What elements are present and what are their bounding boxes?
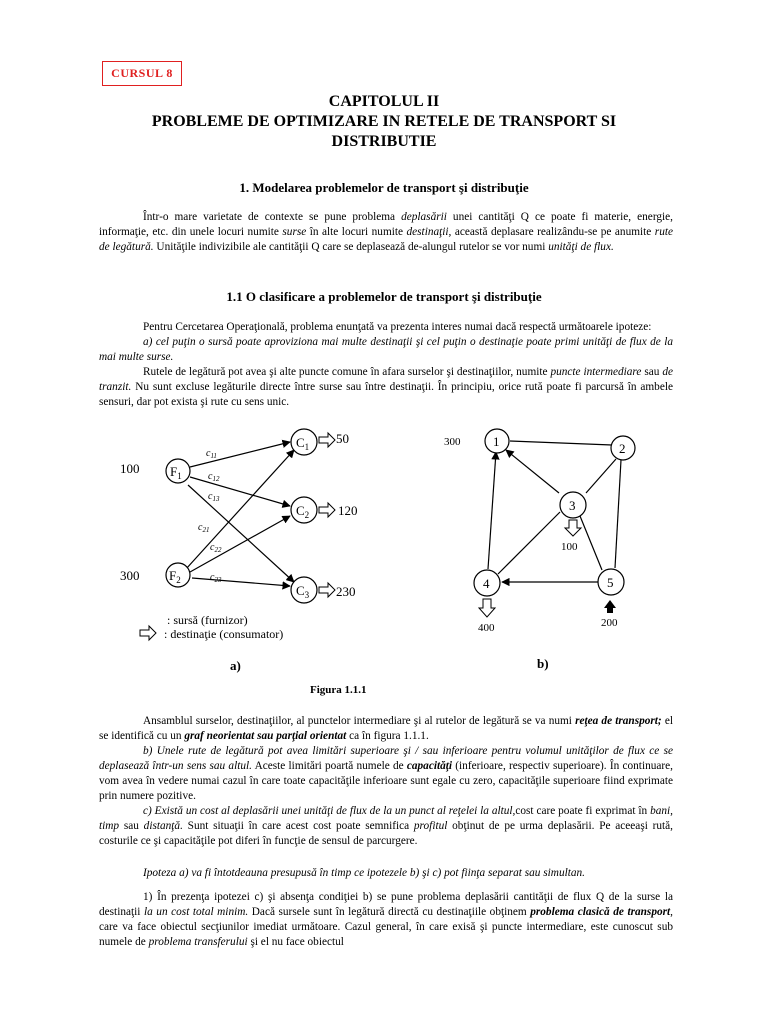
edge-f1-c2 bbox=[190, 477, 290, 506]
supply-node-1: 300 bbox=[444, 436, 461, 448]
edge-f1-c1 bbox=[190, 442, 290, 467]
edge-f2-c3 bbox=[192, 578, 290, 586]
node-f1-label: $F_1$ bbox=[170, 464, 182, 481]
supply-f1: 100 bbox=[120, 461, 140, 476]
figure-caption: Figura 1.1.1 bbox=[310, 684, 367, 696]
figure-b-label: b) bbox=[537, 656, 549, 671]
figure-a-bipartite-graph bbox=[110, 422, 370, 674]
edge-3-2 bbox=[586, 459, 616, 493]
node-3-label: 3 bbox=[569, 498, 576, 513]
hypothesis-a: a) cel puţin o sursă poate aproviziona mai multe destinaţii şi cel puţin o destinaţie poate primi unităţi de flux de la mai multe surse. bbox=[99, 336, 673, 363]
legend-source: : sursă (furnizor) bbox=[167, 613, 248, 627]
node-c1-label: $C_1$ bbox=[296, 435, 310, 452]
chapter-line-2: PROBLEME DE OPTIMIZARE IN RETELE DE TRANSPORT SI bbox=[151, 113, 617, 130]
down-arrow-icon bbox=[565, 520, 581, 536]
figure-b-transit-network bbox=[440, 424, 660, 674]
node-1-label: 1 bbox=[493, 434, 500, 449]
paragraph-intro: Într-o mare varietate de contexte se pune problema deplasării unei cantităţi Q ce poate fi materie, energie, informaţie, etc. din unele locuri numite surse în alte locuri numite destinaţii, această deplasare realizându-se pe anumite rute de legătură. Unităţile indivizibile ale cantităţii Q care se deplasează de-alungul rutelor se vor numi unităţi de flux. bbox=[99, 211, 673, 253]
cost-c23: $c_{23}$ bbox=[210, 572, 222, 584]
chapter-line-3: DISTRIBUTIE bbox=[331, 133, 437, 150]
edge-4-1 bbox=[488, 452, 496, 569]
edge-3-1 bbox=[506, 450, 559, 493]
cost-c13: $c_{13}$ bbox=[208, 491, 220, 503]
chapter-title bbox=[60, 92, 708, 152]
hypothesis-c: c) Există un cost al deplasării unei unităţi de flux de la un punct al reţelei la altul,cost care poate fi exprimat în bani, timp sau distanţă. Sunt situaţii în care acest cost poate semnifica profitul obţinut de pe urma deplasării. Pe aceeaşi rută, costurile ce şi capacităţile pot diferi în funcţie de sensul de parcurgere. bbox=[99, 805, 673, 847]
destination-arrow-icon bbox=[319, 503, 335, 517]
hypothesis-b: b) Unele rute de legătură pot avea limitări superioare şi / sau inferioare pentru volumul unităţilor de flux ce se deplasează într-un sens sau altul. Aceste limitări poartă numele de capacităţi (inferioare, respectiv superioare). În continuare, vom avea în vedere numai cazul în care toate capacităţile inferioare sunt egale cu zero, capacităţile superioare fiind exprimate prin numere pozitive. bbox=[99, 745, 673, 802]
supply-node-5: 200 bbox=[601, 617, 618, 629]
demand-c1: 50 bbox=[336, 431, 349, 446]
down-arrow-icon bbox=[479, 599, 495, 617]
destination-arrow-icon bbox=[319, 433, 335, 447]
legend-arrow-icon bbox=[140, 626, 156, 640]
edge-1-2 bbox=[510, 441, 612, 445]
section-heading-1: 1. Modelarea problemelor de transport şi distribuţie bbox=[239, 180, 529, 195]
node-2-label: 2 bbox=[619, 441, 626, 456]
figure-a-label: a) bbox=[230, 658, 241, 673]
edge-f2-c2 bbox=[190, 516, 290, 572]
demand-node-4: 400 bbox=[478, 622, 495, 634]
edge-2-5 bbox=[615, 460, 621, 568]
course-badge: CURSUL 8 bbox=[102, 61, 182, 86]
node-f2-label: $F_2$ bbox=[169, 568, 181, 585]
demand-c3: 230 bbox=[336, 584, 356, 599]
paragraph-assumption: Ipoteza a) va fi întotdeauna presupusă în timp ce ipotezele b) şi c) pot fiinţa separat sau simultan. bbox=[143, 867, 585, 879]
up-arrow-icon bbox=[604, 600, 616, 613]
paragraph-case-1: 1) În prezenţa ipotezei c) şi absenţa condiţiei b) se pune problema deplasării cantităţii de flux Q de la surse la destinaţii la un cost total minim. Dacă sursele sunt în legătură directă cu destinaţiile obţinem problema clasică de transport, care va face obiectul secţiunilor imediat următoare. Cazul general, în care exisă şi puncte intermediare, este cunoscut sub numele de problema transferului şi el nu face obiectul bbox=[99, 891, 673, 948]
paragraph-network: Ansamblul surselor, destinaţiilor, al punctelor intermediare şi al rutelor de legătură se va numi reţea de transport; el se identifică cu un graf neorientat sau parţial orientat ca în figura 1.1.1. b) Unele rute de legătură pot avea limitări superioare şi / sau inferioare pentru volumul unităţilor de flux ce se deplasează într-un sens sau altul. Aceste limitări poartă numele de capacităţi (inferioare, respectiv superioare). În continuare, vom avea în vedere numai cazul în care toate capacităţile inferioare sunt egale cu zero, capacităţile superioare fiind exprimate prin numere pozitive. c) Există un cost al deplasării unei unităţi de flux de la un punct al reţelei la altul,cost care poate fi exprimat în bani, timp sau distanţă. Sunt situaţii în care acest cost poate semnifica profitul obţinut de pe urma deplasării. Pe aceeaşi rută, costurile ce şi capacităţile pot diferi în funcţie de sensul de parcurgere. bbox=[99, 715, 673, 847]
section-heading-1-1: 1.1 O clasificare a problemelor de transport şi distribuţie bbox=[226, 289, 542, 304]
legend-destination: : destinaţie (consumator) bbox=[164, 627, 284, 641]
paragraph-hypotheses bbox=[99, 320, 673, 410]
node-5-label: 5 bbox=[607, 575, 614, 590]
node-c3-label: $C_3$ bbox=[296, 583, 310, 600]
edge-3-5 bbox=[580, 516, 602, 570]
cost-c11: $c_{11}$ bbox=[206, 448, 217, 460]
paragraph-routes: Rutele de legătură pot avea şi alte puncte comune în afara surselor şi destinaţiilor, numite puncte intermediare sau de tranzit. Nu sunt excluse legăturile directe între surse sau între destinaţii. În principiu, orice rută poate fi parcursă în ambele sensuri, dar pot exista şi rute cu sens unic. bbox=[99, 366, 673, 408]
cost-c21: $c_{21}$ bbox=[198, 522, 210, 534]
edge-f2-c1 bbox=[186, 450, 294, 569]
edge-4-3 bbox=[498, 512, 560, 574]
supply-f2: 300 bbox=[120, 568, 140, 583]
paragraph-op-research: Pentru Cercetarea Operaţională, problema enunţată va prezenta interes numai dacă respectă următoarele ipoteze: bbox=[143, 321, 652, 333]
node-4-label: 4 bbox=[483, 576, 490, 591]
destination-arrow-icon bbox=[319, 583, 335, 597]
cost-c12: $c_{12}$ bbox=[208, 471, 220, 483]
demand-node-3: 100 bbox=[561, 541, 578, 553]
cost-c22: $c_{22}$ bbox=[210, 542, 222, 554]
chapter-line-1: CAPITOLUL II bbox=[328, 93, 440, 110]
node-c2-label: $C_2$ bbox=[296, 503, 310, 520]
demand-c2: 120 bbox=[338, 503, 358, 518]
